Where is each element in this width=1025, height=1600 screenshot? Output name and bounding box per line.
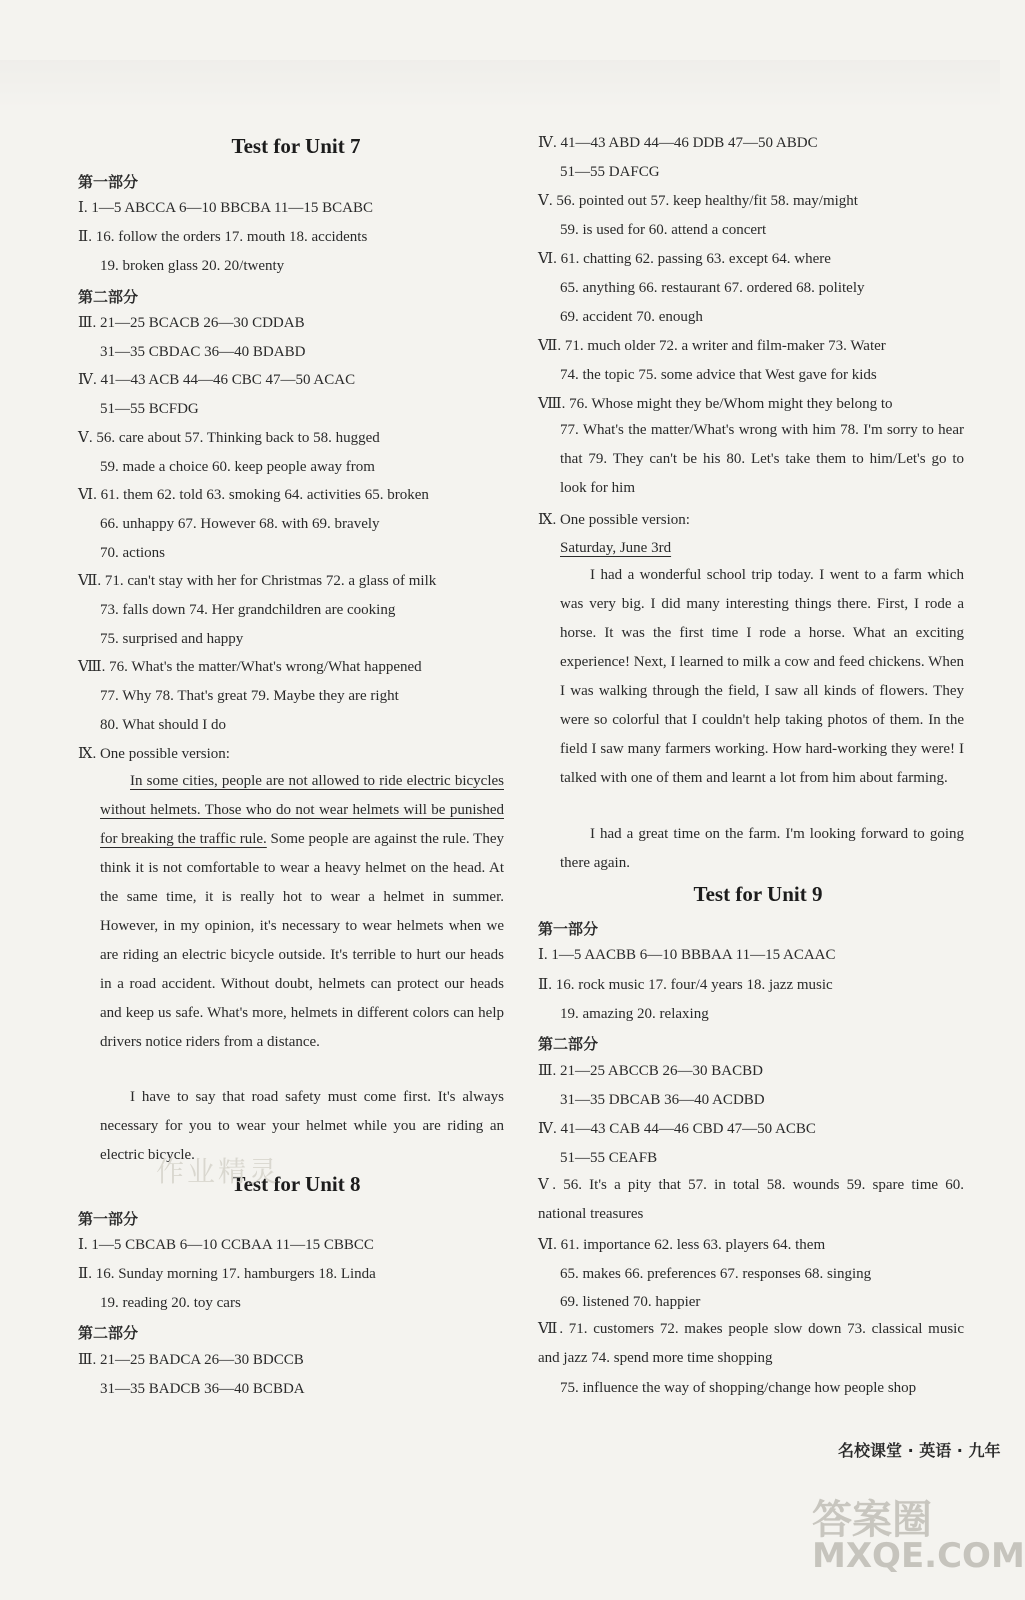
unit7-title: Test for Unit 7 — [231, 134, 361, 158]
part2-label: 第二部分 — [78, 290, 139, 306]
answer-wrapped: 77. What's the matter/What's wrong with him 78. I'm sorry to hear that 79. They can't be his 80. Let's take them to him/Let's go to look for him — [560, 422, 964, 496]
answer-line: Ⅵ. 61. importance 62. less 63. players 64. them — [538, 1237, 826, 1253]
answer-line: 73. falls down 74. Her grandchildren are cooking — [100, 602, 396, 618]
answer-line: Ⅵ. 61. chatting 62. passing 63. except 64. where — [538, 251, 831, 267]
answer-line: Ⅱ. 16. follow the orders 17. mouth 18. accidents — [78, 229, 368, 245]
answer-line: Ⅷ. 76. What's the matter/What's wrong/What happened — [78, 659, 422, 675]
essay-date: Saturday, June 3rd — [560, 540, 672, 556]
answer-line: 31—35 CBDAC 36—40 BDABD — [100, 344, 306, 360]
answer-line: Ⅴ. 56. pointed out 57. keep healthy/fit 58. may/might — [538, 193, 858, 209]
part1-label: 第一部分 — [78, 175, 139, 191]
answer-line: Ⅰ. 1—5 AACBB 6—10 BBBAA 11—15 ACAAC — [538, 947, 836, 963]
answer-line: Ⅲ. 21—25 BADCA 26—30 BDCCB — [78, 1352, 304, 1368]
answer-line: 51—55 DAFCG — [560, 164, 660, 180]
answer-line: 75. influence the way of shopping/change how people shop — [560, 1380, 917, 1396]
watermark-small: 作业精灵 — [156, 1155, 281, 1188]
answer-line: Ⅰ. 1—5 CBCAB 6—10 CCBAA 11—15 CBBCC — [78, 1237, 374, 1253]
answer-line: Ⅶ. 71. can't stay with her for Christmas 72. a glass of milk — [78, 573, 437, 589]
answer-line: 51—55 BCFDG — [100, 401, 199, 417]
part2-label: 第二部分 — [78, 1326, 139, 1342]
answer-line: Ⅷ. 76. Whose might they be/Whom might they belong to — [538, 396, 893, 412]
answer-line: 19. amazing 20. relaxing — [560, 1006, 709, 1022]
answer-line: 69. listened 70. happier — [560, 1294, 701, 1310]
answer-line: 74. the topic 75. some advice that West gave for kids — [560, 367, 877, 383]
essay-paragraph-1 — [100, 767, 504, 1057]
essay-paragraph-2: I have to say that road safety must come first. It's always necessary for you to wear your helmet while you are riding an electric bicycle. — [100, 1089, 504, 1163]
essay-paragraph-2: I had a great time on the farm. I'm looking forward to going there again. — [560, 826, 964, 871]
part1-label: 第一部分 — [78, 1212, 139, 1228]
answer-line: Ⅸ. One possible version: — [78, 746, 230, 762]
answer-line: 77. Why 78. That's great 79. Maybe they are right — [100, 688, 399, 704]
answer-line: 70. actions — [100, 545, 165, 561]
answer-line: Ⅸ. One possible version: — [538, 512, 690, 528]
answer-line: Ⅵ. 61. them 62. told 63. smoking 64. activities 65. broken — [78, 487, 429, 503]
answer-line: 19. broken glass 20. 20/twenty — [100, 258, 285, 274]
answer-line: Ⅳ. 41—43 ABD 44—46 DDB 47—50 ABDC — [538, 135, 818, 151]
answer-line: Ⅲ. 21—25 ABCCB 26—30 BACBD — [538, 1063, 763, 1079]
answer-wrapped: Ⅶ. 71. customers 72. makes people slow down 73. classical music and jazz 74. spend more time shopping — [538, 1321, 964, 1366]
answer-line: Ⅱ. 16. Sunday morning 17. hamburgers 18. Linda — [78, 1266, 376, 1282]
watermark-logo: 答案圈 — [812, 1497, 932, 1543]
essay-underlined: In some cities, people are not allowed to ride electric bicycles without helmets. Those who do not wear helmets will be punished for breaking the traffic rule. — [100, 773, 504, 847]
answer-line: 80. What should I do — [100, 717, 226, 733]
answer-line: 59. is used for 60. attend a concert — [560, 222, 767, 238]
answer-line: Ⅳ. 41—43 ACB 44—46 CBC 47—50 ACAC — [78, 372, 356, 388]
essay-paragraph-1: I had a wonderful school trip today. I went to a farm which was very big. I did many interesting things there. First, I rode a horse. It was the first time I rode a horse. What an exciting experience! Next, I learned to milk a cow and feed chickens. When I was walking through the field, I saw all kinds of flowers. They were so colorful that I couldn't help taking photos of them. In the field I saw many farmers working. How hard-working they were! I talked with one of them and learnt a lot from him about farming. — [560, 567, 964, 786]
answer-line: Ⅶ. 71. much older 72. a writer and film-maker 73. Water — [538, 338, 886, 354]
answer-line: 31—35 BADCB 36—40 BCBDA — [100, 1381, 305, 1397]
answer-line: 51—55 CEAFB — [560, 1150, 658, 1166]
answer-line: Ⅲ. 21—25 BCACB 26—30 CDDAB — [78, 315, 305, 331]
answer-line: 65. makes 66. preferences 67. responses 68. singing — [560, 1266, 872, 1282]
unit9-title: Test for Unit 9 — [693, 882, 823, 906]
answer-line: 65. anything 66. restaurant 67. ordered 68. politely — [560, 280, 865, 296]
watermark-site: MXQE.COM — [812, 1536, 1025, 1576]
answer-wrapped: Ⅴ. 56. It's a pity that 57. in total 58. wounds 59. spare time 60. national treasures — [538, 1177, 964, 1222]
part2-label: 第二部分 — [538, 1037, 599, 1053]
answer-line: 75. surprised and happy — [100, 631, 244, 647]
part1-label: 第一部分 — [538, 922, 599, 938]
answer-line: Ⅱ. 16. rock music 17. four/4 years 18. jazz music — [538, 977, 833, 993]
page-footer: 名校课堂 · 英语 · 九年 — [838, 1441, 1001, 1460]
answer-line: 31—35 DBCAB 36—40 ACDBD — [560, 1092, 765, 1108]
essay-rest: Some people are against the rule. They think it is not comfortable to wear a heavy helmet on the head. At the same time, it is really hot to wear a helmet in summer. However, in my opinion, it's necessary to wear helmets when we are riding an electric bicycle outside. It's terrible to hurt our heads in a road accident. Without doubt, helmets can protect our heads and keep us safe. What's more, helmets in different colors can help drivers notice riders from a distance. — [100, 831, 504, 1050]
scan-noise — [0, 60, 1000, 110]
answer-line: Ⅰ. 1—5 ABCCA 6—10 BBCBA 11—15 BCABC — [78, 200, 374, 216]
answer-line: 59. made a choice 60. keep people away from — [100, 459, 375, 475]
answer-line: Ⅳ. 41—43 CAB 44—46 CBD 47—50 ACBC — [538, 1121, 816, 1137]
answer-line: 19. reading 20. toy cars — [100, 1295, 241, 1311]
answer-line: Ⅴ. 56. care about 57. Thinking back to 58. hugged — [78, 430, 380, 446]
unit8-title: Test for Unit 8 — [231, 1172, 361, 1196]
answer-line: 66. unhappy 67. However 68. with 69. bravely — [100, 516, 380, 532]
answer-line: 69. accident 70. enough — [560, 309, 703, 325]
